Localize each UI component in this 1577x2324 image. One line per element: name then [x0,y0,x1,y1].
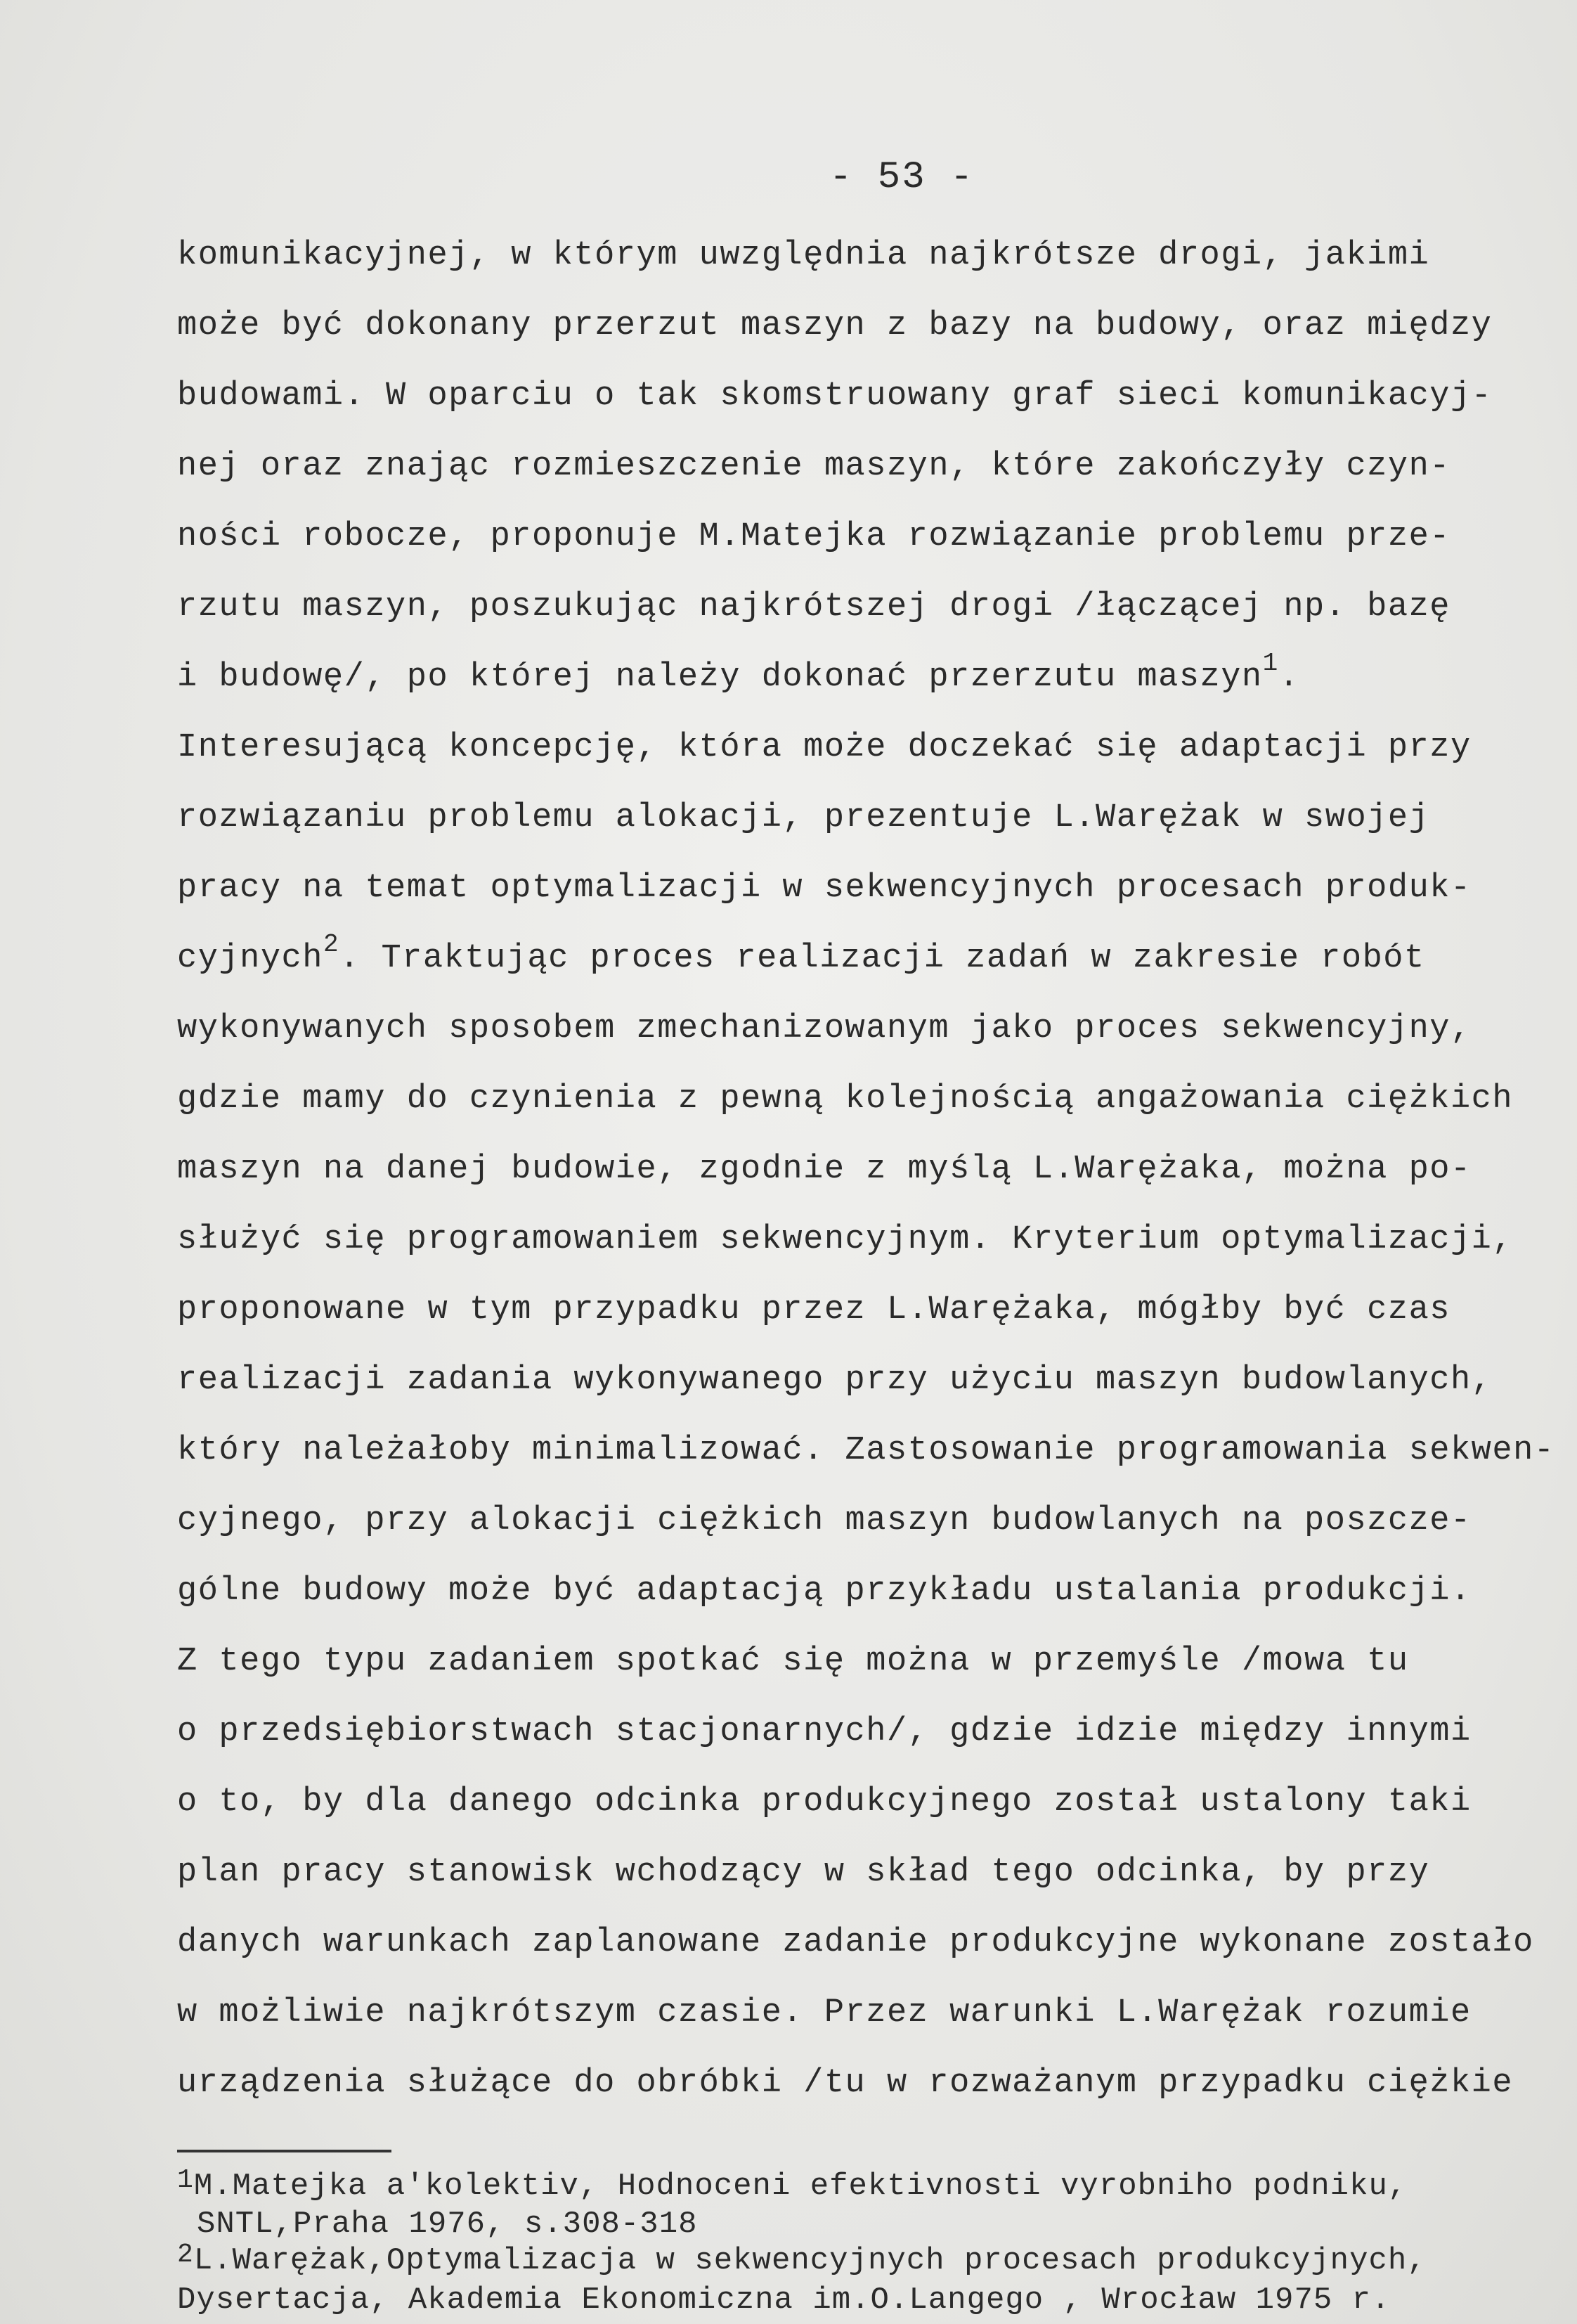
body-line-11-tail: . Traktując proces realizacji zadań w zakresie robót [339,940,1425,977]
footnote-ref-2: 2 [323,930,340,959]
body-line-4: nej oraz znając rozmieszczenie maszyn, które zakończyły czyn- [177,448,1451,485]
footnote-2-line-2: Dysertacja, Akademia Ekonomiczna im.O.Langego , Wrocław 1975 r. [177,2283,1391,2318]
body-line-27: urządzenia służące do obróbki /tu w rozważanym przypadku ciężkie [177,2065,1514,2102]
body-line-22: o przedsiębiorstwach stacjonarnych/, gdzie idzie między innymi [177,1713,1472,1750]
body-line-20: gólne budowy może być adaptacją przykładu ustalania produkcji. [177,1573,1472,1610]
body-line-15: służyć się programowaniem sekwencyjnym. Kryterium optymalizacji, [177,1221,1514,1258]
body-line-21: Z tego typu zadaniem spotkać się można w przemyśle /mowa tu [177,1643,1409,1680]
body-line-14: maszyn na danej budowie, zgodnie z myślą L.Warężaka, można po- [177,1151,1472,1188]
body-line-6: rzutu maszyn, poszukując najkrótszej drogi /łączącej np. bazę [177,588,1451,626]
body-line-9: rozwiązaniu problemu alokacji, prezentuje L.Warężak w swojej [177,799,1430,837]
footnote-1-line-2: SNTL,Praha 1976, s.308-318 [197,2207,698,2242]
body-line-12: wykonywanych sposobem zmechanizowanym jako proces sekwencyjny, [177,1010,1472,1047]
body-line-25: danych warunkach zaplanowane zadanie produkcyjne wykonane zostało [177,1924,1534,1961]
body-line-24: plan pracy stanowisk wchodzący w skład tego odcinka, by przy [177,1854,1430,1891]
footnote-1-mark: 1 [177,2165,194,2195]
footnote-1-text: M.Matejka a'kolektiv, Hodnoceni efektivnosti vyrobniho podniku, [193,2169,1408,2204]
body-line-5: ności robocze, proponuje M.Matejka rozwiązanie problemu prze- [177,518,1451,555]
body-line-1: komunikacyjnej, w którym uwzględnia najkrótsze drogi, jakimi [177,237,1430,274]
body-line-10: pracy na temat optymalizacji w sekwencyjnych procesach produk- [177,870,1472,907]
body-line-17: realizacji zadania wykonywanego przy użyciu maszyn budowlanych, [177,1362,1493,1399]
body-line-18: który należałoby minimalizować. Zastosowanie programowania sekwen- [177,1432,1555,1469]
body-line-11-text: cyjnych [177,940,323,977]
body-line-19: cyjnego, przy alokacji ciężkich maszyn budowlanych na poszcze- [177,1502,1472,1539]
footnote-2-line-1 [177,2240,1427,2278]
footnote-divider [177,2150,391,2152]
footnote-2-text: L.Warężak,Optymalizacja w sekwencyjnych procesach produkcyjnych, [193,2243,1427,2278]
body-line-16: proponowane w tym przypadku przez L.Warężaka, mógłby być czas [177,1291,1451,1329]
body-line-7-text: i budowę/, po której należy dokonać przerzutu maszyn [177,659,1263,696]
body-line-7-end: . [1278,659,1300,696]
body-line-13: gdzie mamy do czynienia z pewną kolejnością angażowania ciężkich [177,1080,1514,1118]
body-line-23: o to, by dla danego odcinka produkcyjnego został ustalony taki [177,1783,1472,1821]
body-line-7 [177,649,1300,696]
body-line-11 [177,930,1425,977]
body-line-3: budowami. W oparciu o tak skomstruowany graf sieci komunikacyj- [177,377,1493,415]
body-line-26: w możliwie najkrótszym czasie. Przez warunki L.Warężak rozumie [177,1994,1472,2032]
footnote-ref-1: 1 [1262,649,1279,678]
body-line-8: Interesującą koncepcję, która może doczekać się adaptacji przy [177,729,1472,766]
page-number: - 53 - [829,156,975,199]
footnote-2-mark: 2 [177,2240,194,2270]
footnote-1-line-1 [177,2165,1408,2204]
body-line-2: może być dokonany przerzut maszyn z bazy na budowy, oraz między [177,307,1493,344]
